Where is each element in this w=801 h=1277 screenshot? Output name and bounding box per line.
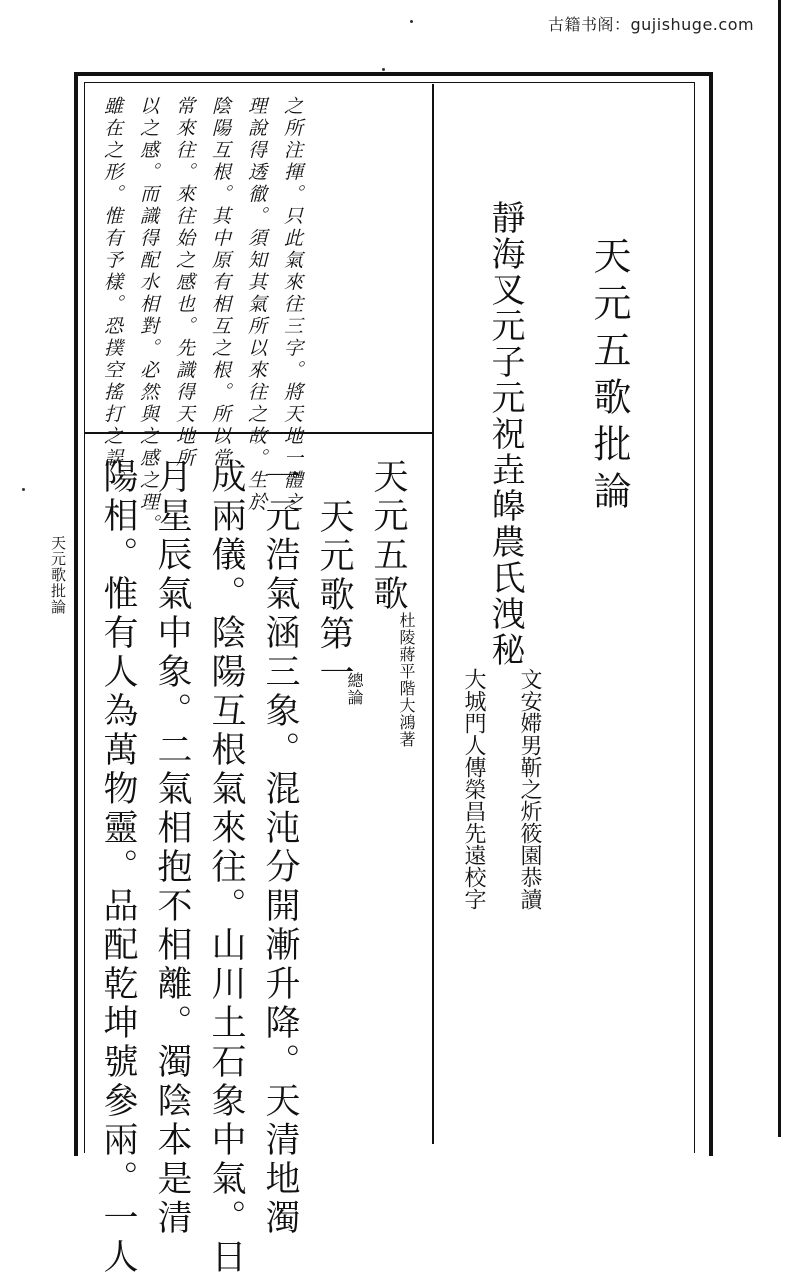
body-column: 一元浩氣涵三象。混沌分開漸升降。天清地濁	[260, 458, 300, 1238]
credit-line: 文安㛿男靳之炘筱園恭讀	[517, 668, 542, 910]
margin-label: 天元歌批論	[49, 535, 67, 615]
author-line: 靜海叉元子元祝垚皞農氏洩秘	[485, 200, 525, 668]
body-column: 陽相。惟有人為萬物靈。品配乾坤號參兩。一人	[98, 458, 138, 1277]
body-column: 成兩儀。陰陽互根氣來往。山川土石象中氣。日	[206, 458, 246, 1277]
watermark: 古籍书阁：gujishuge.com	[548, 15, 755, 34]
body-column: 月星辰氣中象。二氣相抱不相離。濁陰本是清	[152, 458, 192, 1238]
section-title: 天元五歌	[368, 458, 408, 614]
annotation-column: 常來往。來往始之感也。先識得天地所	[173, 96, 195, 470]
scan-speck	[410, 20, 413, 23]
scan-speck	[382, 68, 385, 71]
chapter-subtitle: 總論	[345, 672, 364, 706]
annotation-column: 理說得透徹。須知其氣所以來往之故。生於	[245, 96, 267, 514]
vertical-divider	[432, 84, 434, 1144]
book-title: 天元五歌批論	[587, 236, 631, 518]
section-author: 杜陵蔣平階大鴻著	[397, 612, 416, 748]
chapter-title: 天元歌第一	[314, 498, 354, 693]
annotation-column: 以之感。而識得配水相對。必然與之感之理。	[137, 96, 159, 536]
page-edge-line	[778, 0, 781, 1137]
credit-line: 大城門人傳榮昌先遠校字	[461, 668, 486, 910]
annotation-column: 雖在之形。惟有予樣。恐撲空搖打之誤。	[101, 96, 123, 492]
annotation-column: 陰陽互根。其中原有相互之根。所以常	[209, 96, 231, 470]
scan-speck	[22, 488, 25, 491]
annotation-column: 之所注揮。只此氣來往三字。將天地一體之	[281, 96, 303, 514]
